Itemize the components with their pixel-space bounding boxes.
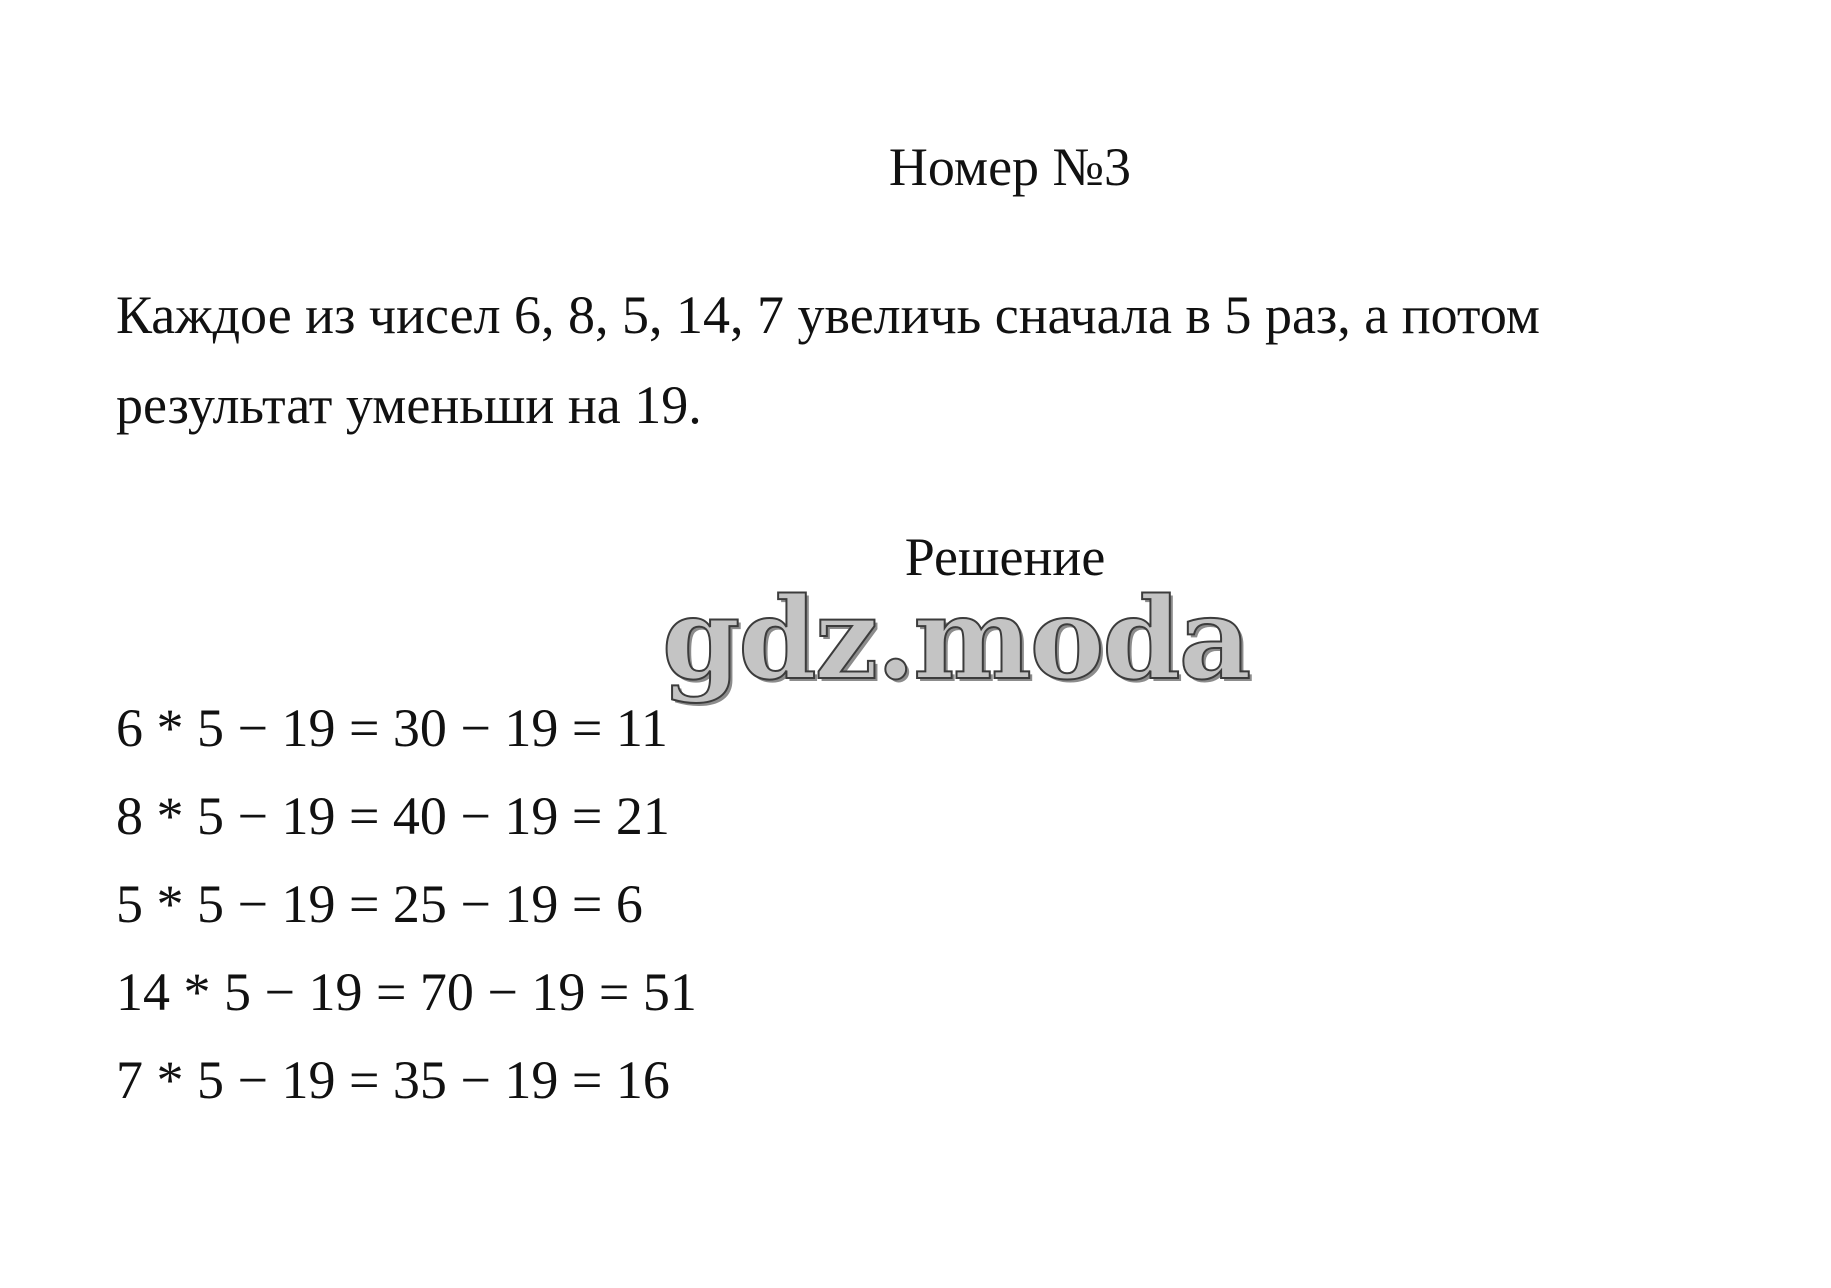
equation-list <box>116 684 697 1124</box>
equation-line: 8 * 5 − 19 = 40 − 19 = 21 <box>116 786 670 846</box>
watermark-logo: gdz.moda <box>662 574 1250 705</box>
solution-heading: Решение <box>904 527 1106 587</box>
equation-line: 6 * 5 − 19 = 30 − 19 = 11 <box>116 698 668 758</box>
problem-line: результат уменьши на 19. <box>116 375 702 435</box>
problem-line: Каждое из чисел 6, 8, 5, 14, 7 увеличь сначала в 5 раз, а потом <box>116 285 1540 345</box>
equation-line: 7 * 5 − 19 = 35 − 19 = 16 <box>116 1050 670 1110</box>
problem-statement <box>116 270 1736 450</box>
equation-line: 14 * 5 − 19 = 70 − 19 = 51 <box>116 962 697 1022</box>
page-title: Номер №3 <box>888 137 1132 197</box>
equation-line: 5 * 5 − 19 = 25 − 19 = 6 <box>116 874 643 934</box>
